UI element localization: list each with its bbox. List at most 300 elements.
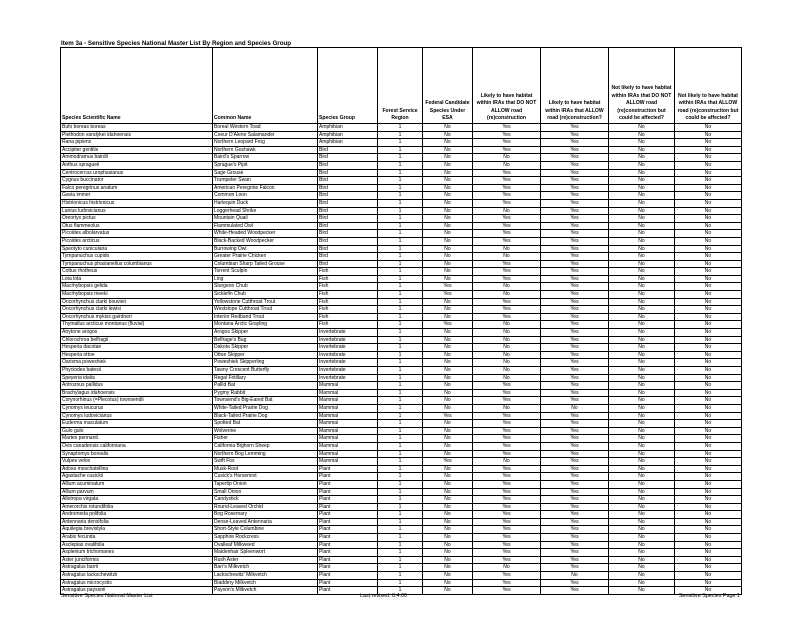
cell-not-likely-no-road: No [609, 222, 675, 230]
cell-not-likely-no-road: No [609, 572, 675, 580]
cell-not-likely-road: No [675, 275, 742, 283]
cell-esa-candidate: No [423, 275, 473, 283]
cell-common-name: Short-Style Columbine [213, 526, 318, 534]
cell-common-name: Ovalleaf Milkweed [213, 541, 318, 549]
table-row [61, 268, 742, 276]
cell-likely-road: Yes [541, 427, 609, 435]
cell-likely-no-road: No [473, 283, 541, 291]
cell-esa-candidate: No [423, 389, 473, 397]
cell-scientific-name: Macrhybopsis meeki [61, 291, 213, 299]
table-row [61, 572, 742, 580]
cell-scientific-name: Adoxa moschatellina [61, 465, 213, 473]
cell-region: 1 [378, 427, 423, 435]
table-row [61, 161, 742, 169]
cell-likely-road: Yes [541, 359, 609, 367]
cell-not-likely-no-road: No [609, 374, 675, 382]
cell-likely-road: Yes [541, 465, 609, 473]
cell-not-likely-road: No [675, 359, 742, 367]
cell-likely-no-road: Yes [473, 146, 541, 154]
cell-likely-road: Yes [541, 306, 609, 314]
cell-esa-candidate: No [423, 541, 473, 549]
cell-likely-road: Yes [541, 177, 609, 185]
cell-esa-candidate: No [423, 161, 473, 169]
cell-esa-candidate: No [423, 237, 473, 245]
cell-not-likely-road: No [675, 541, 742, 549]
cell-common-name: Ottoe Skipper [213, 351, 318, 359]
cell-not-likely-no-road: No [609, 184, 675, 192]
cell-region: 1 [378, 275, 423, 283]
table-row [61, 321, 742, 329]
cell-likely-road: Yes [541, 473, 609, 481]
cell-region: 1 [378, 503, 423, 511]
cell-esa-candidate: No [423, 199, 473, 207]
footer-right: Sensitive Species Page 1 [678, 593, 740, 599]
cell-not-likely-road: No [675, 306, 742, 314]
cell-species-group: Plant [318, 587, 378, 595]
cell-common-name: California Bighorn Sheep [213, 442, 318, 450]
cell-region: 1 [378, 488, 423, 496]
cell-common-name: Sicklefin Chub [213, 291, 318, 299]
cell-not-likely-road: No [675, 260, 742, 268]
col-header-not-likely-no-road: Not likely to have habitat within IRAs that DO NOT ALLOW road (re)construction but could be affected? [609, 48, 675, 124]
cell-region: 1 [378, 215, 423, 223]
table-row [61, 275, 742, 283]
cell-esa-candidate: No [423, 313, 473, 321]
cell-esa-candidate: Yes [423, 412, 473, 420]
cell-likely-no-road: No [473, 564, 541, 572]
cell-scientific-name: Oncorhynchus clarki bouvieri [61, 298, 213, 306]
cell-likely-no-road: No [473, 154, 541, 162]
cell-scientific-name: Gavia immer [61, 192, 213, 200]
cell-species-group: Invertebrate [318, 329, 378, 337]
cell-likely-road: Yes [541, 275, 609, 283]
table-row [61, 215, 742, 223]
cell-likely-no-road: Yes [473, 427, 541, 435]
cell-not-likely-no-road: No [609, 283, 675, 291]
cell-species-group: Fish [318, 321, 378, 329]
cell-not-likely-road: No [675, 526, 742, 534]
table-row [61, 139, 742, 147]
cell-region: 1 [378, 313, 423, 321]
table-row [61, 420, 742, 428]
cell-likely-road: Yes [541, 313, 609, 321]
cell-not-likely-no-road: No [609, 518, 675, 526]
cell-not-likely-road: No [675, 237, 742, 245]
cell-region: 1 [378, 192, 423, 200]
table-row [61, 222, 742, 230]
cell-likely-no-road: Yes [473, 420, 541, 428]
cell-species-group: Fish [318, 283, 378, 291]
footer-center: Last revised: 8.4.00 [360, 593, 408, 599]
cell-common-name: Westslope Cutthroat Trout [213, 306, 318, 314]
cell-scientific-name: Cynomys leucurus [61, 404, 213, 412]
cell-esa-candidate: No [423, 556, 473, 564]
cell-scientific-name: Picoides arcticus [61, 237, 213, 245]
table-row [61, 496, 742, 504]
cell-scientific-name: Macrhybopsis gelida [61, 283, 213, 291]
cell-likely-road: Yes [541, 207, 609, 215]
cell-species-group: Invertebrate [318, 344, 378, 352]
cell-not-likely-no-road: No [609, 367, 675, 375]
cell-not-likely-no-road: No [609, 230, 675, 238]
cell-common-name: Sturgeon Chub [213, 283, 318, 291]
cell-likely-road: Yes [541, 389, 609, 397]
table-row [61, 230, 742, 238]
cell-species-group: Bird [318, 154, 378, 162]
table-row [61, 458, 742, 466]
cell-region: 1 [378, 572, 423, 580]
cell-scientific-name: Astragalus barrii [61, 564, 213, 572]
cell-not-likely-road: No [675, 177, 742, 185]
cell-scientific-name: Accipiter gentilis [61, 146, 213, 154]
cell-not-likely-no-road: No [609, 382, 675, 390]
cell-common-name: Tapertip Onion [213, 480, 318, 488]
document-title: Item 3a - Sensitive Species National Master List By Region and Species Group [61, 40, 292, 47]
cell-likely-road: No [541, 404, 609, 412]
cell-region: 1 [378, 389, 423, 397]
table-row [61, 329, 742, 337]
cell-common-name: Arogos Skipper [213, 329, 318, 337]
cell-likely-no-road: Yes [473, 192, 541, 200]
cell-region: 1 [378, 397, 423, 405]
cell-likely-no-road: Yes [473, 222, 541, 230]
cell-esa-candidate: No [423, 374, 473, 382]
table-row [61, 260, 742, 268]
cell-not-likely-no-road: No [609, 473, 675, 481]
cell-species-group: Fish [318, 298, 378, 306]
table-row [61, 556, 742, 564]
cell-common-name: Yellowstone Cutthroat Trout [213, 298, 318, 306]
cell-species-group: Bird [318, 237, 378, 245]
cell-region: 1 [378, 564, 423, 572]
cell-esa-candidate: No [423, 344, 473, 352]
cell-not-likely-road: No [675, 344, 742, 352]
cell-not-likely-road: No [675, 230, 742, 238]
cell-likely-road: Yes [541, 260, 609, 268]
cell-likely-road: Yes [541, 564, 609, 572]
cell-esa-candidate: No [423, 579, 473, 587]
cell-species-group: Invertebrate [318, 359, 378, 367]
cell-not-likely-road: No [675, 564, 742, 572]
cell-likely-road: No [541, 572, 609, 580]
cell-likely-road: Yes [541, 511, 609, 519]
cell-region: 1 [378, 184, 423, 192]
cell-not-likely-no-road: No [609, 427, 675, 435]
cell-not-likely-road: No [675, 420, 742, 428]
cell-species-group: Amphibian [318, 131, 378, 139]
cell-not-likely-no-road: No [609, 420, 675, 428]
cell-likely-road: Yes [541, 556, 609, 564]
cell-scientific-name: Asclepias ovalifolia [61, 541, 213, 549]
cell-esa-candidate: No [423, 139, 473, 147]
cell-common-name: Fisher [213, 435, 318, 443]
cell-likely-no-road: Yes [473, 230, 541, 238]
cell-not-likely-road: No [675, 450, 742, 458]
cell-not-likely-road: No [675, 367, 742, 375]
cell-likely-no-road: No [473, 321, 541, 329]
cell-not-likely-road: No [675, 572, 742, 580]
cell-species-group: Bird [318, 199, 378, 207]
cell-scientific-name: Allium acuminatum [61, 480, 213, 488]
cell-not-likely-no-road: No [609, 344, 675, 352]
cell-species-group: Bird [318, 169, 378, 177]
cell-common-name: Wolverine [213, 427, 318, 435]
cell-esa-candidate: Yes [423, 291, 473, 299]
table-row [61, 124, 742, 132]
cell-esa-candidate: No [423, 587, 473, 595]
cell-not-likely-no-road: No [609, 215, 675, 223]
cell-esa-candidate: No [423, 420, 473, 428]
cell-not-likely-road: No [675, 291, 742, 299]
cell-likely-road: Yes [541, 579, 609, 587]
cell-likely-no-road: Yes [473, 131, 541, 139]
cell-not-likely-road: No [675, 397, 742, 405]
cell-common-name: Trumpeter Swan [213, 177, 318, 185]
col-header-species-group: Species Group [318, 48, 378, 124]
cell-not-likely-road: No [675, 321, 742, 329]
cell-not-likely-road: No [675, 184, 742, 192]
cell-region: 1 [378, 329, 423, 337]
cell-not-likely-road: No [675, 579, 742, 587]
cell-not-likely-road: No [675, 473, 742, 481]
cell-species-group: Fish [318, 313, 378, 321]
table-row [61, 465, 742, 473]
cell-likely-no-road: No [473, 344, 541, 352]
cell-esa-candidate: No [423, 367, 473, 375]
cell-not-likely-no-road: No [609, 587, 675, 595]
table-row [61, 382, 742, 390]
col-header-scientific-name: Species Scientific Name [61, 48, 213, 124]
cell-esa-candidate: No [423, 518, 473, 526]
cell-common-name: White-Headed Woodpecker [213, 230, 318, 238]
cell-scientific-name: Bufo boreas boreas [61, 124, 213, 132]
cell-likely-road: Yes [541, 268, 609, 276]
cell-not-likely-road: No [675, 124, 742, 132]
cell-region: 1 [378, 169, 423, 177]
cell-species-group: Plant [318, 496, 378, 504]
cell-likely-no-road: Yes [473, 139, 541, 147]
cell-not-likely-no-road: No [609, 275, 675, 283]
cell-likely-road: Yes [541, 587, 609, 595]
cell-scientific-name: Astragalus lackschewitzii [61, 572, 213, 580]
cell-scientific-name: Plethodon vandykei idahoensis [61, 131, 213, 139]
cell-likely-no-road: Yes [473, 541, 541, 549]
cell-common-name: Northern Goshawk [213, 146, 318, 154]
cell-region: 1 [378, 465, 423, 473]
cell-esa-candidate: No [423, 215, 473, 223]
cell-scientific-name: Cynomys ludovicianus [61, 412, 213, 420]
cell-not-likely-no-road: No [609, 579, 675, 587]
cell-common-name: Sage Grouse [213, 169, 318, 177]
cell-common-name: Common Loon [213, 192, 318, 200]
cell-common-name: Sapphire Rockcress [213, 534, 318, 542]
cell-likely-no-road: Yes [473, 496, 541, 504]
table-row [61, 511, 742, 519]
cell-likely-no-road: Yes [473, 260, 541, 268]
cell-species-group: Mammal [318, 404, 378, 412]
cell-likely-road: Yes [541, 329, 609, 337]
cell-not-likely-no-road: No [609, 534, 675, 542]
cell-species-group: Plant [318, 549, 378, 557]
table-row [61, 146, 742, 154]
cell-region: 1 [378, 473, 423, 481]
cell-species-group: Bird [318, 215, 378, 223]
cell-likely-no-road: Yes [473, 313, 541, 321]
table-row [61, 154, 742, 162]
cell-esa-candidate: No [423, 473, 473, 481]
cell-region: 1 [378, 260, 423, 268]
cell-region: 1 [378, 496, 423, 504]
cell-not-likely-no-road: No [609, 329, 675, 337]
cell-species-group: Bird [318, 253, 378, 261]
cell-scientific-name: Tympanuchus phasianellus columbianus [61, 260, 213, 268]
cell-likely-no-road: Yes [473, 572, 541, 580]
cell-likely-road: Yes [541, 169, 609, 177]
cell-common-name: Black-Backed Woodpecker [213, 237, 318, 245]
cell-scientific-name: Allium parvum [61, 488, 213, 496]
cell-not-likely-no-road: No [609, 192, 675, 200]
table-row [61, 199, 742, 207]
cell-species-group: Fish [318, 306, 378, 314]
cell-likely-no-road: Yes [473, 268, 541, 276]
cell-not-likely-no-road: No [609, 442, 675, 450]
cell-esa-candidate: No [423, 564, 473, 572]
cell-likely-no-road: Yes [473, 556, 541, 564]
cell-region: 1 [378, 450, 423, 458]
table-row [61, 351, 742, 359]
cell-likely-road: Yes [541, 344, 609, 352]
cell-likely-road: Yes [541, 291, 609, 299]
cell-scientific-name: Speotyto cunicularia [61, 245, 213, 253]
cell-not-likely-road: No [675, 534, 742, 542]
cell-scientific-name: Oncorhynchus mykiss gairdneri [61, 313, 213, 321]
cell-region: 1 [378, 549, 423, 557]
cell-likely-no-road: No [473, 458, 541, 466]
table-row [61, 534, 742, 542]
cell-common-name: Interior Redband Trout [213, 313, 318, 321]
cell-likely-no-road: No [473, 359, 541, 367]
table-row [61, 488, 742, 496]
table-row [61, 237, 742, 245]
cell-scientific-name: Picoides albolarvatus [61, 230, 213, 238]
cell-scientific-name: Atrytone arogos [61, 329, 213, 337]
table-row [61, 480, 742, 488]
cell-species-group: Invertebrate [318, 374, 378, 382]
cell-common-name: Northern Leopard Frog [213, 139, 318, 147]
cell-species-group: Mammal [318, 412, 378, 420]
cell-esa-candidate: No [423, 503, 473, 511]
table-row [61, 473, 742, 481]
cell-scientific-name: Tympanuchus cupido [61, 253, 213, 261]
cell-scientific-name: Ovis canadensis californiana [61, 442, 213, 450]
cell-scientific-name: Ammodramus bairdii [61, 154, 213, 162]
cell-region: 1 [378, 420, 423, 428]
cell-likely-no-road: No [473, 291, 541, 299]
cell-likely-road: Yes [541, 184, 609, 192]
cell-not-likely-no-road: No [609, 169, 675, 177]
cell-scientific-name: Astragalus microcystis [61, 579, 213, 587]
cell-region: 1 [378, 321, 423, 329]
table-row [61, 541, 742, 549]
cell-scientific-name: Otus flammeolus [61, 222, 213, 230]
cell-region: 1 [378, 298, 423, 306]
cell-region: 1 [378, 344, 423, 352]
cell-likely-road: Yes [541, 124, 609, 132]
cell-likely-road: Yes [541, 518, 609, 526]
cell-likely-road: Yes [541, 161, 609, 169]
cell-region: 1 [378, 253, 423, 261]
cell-not-likely-no-road: No [609, 435, 675, 443]
cell-esa-candidate: No [423, 253, 473, 261]
cell-species-group: Amphibian [318, 139, 378, 147]
cell-region: 1 [378, 511, 423, 519]
cell-scientific-name: Phyciodes batesii [61, 367, 213, 375]
table-row [61, 450, 742, 458]
cell-not-likely-road: No [675, 587, 742, 595]
table-row [61, 291, 742, 299]
cell-not-likely-no-road: No [609, 146, 675, 154]
cell-likely-no-road: Yes [473, 442, 541, 450]
cell-esa-candidate: No [423, 496, 473, 504]
cell-species-group: Plant [318, 556, 378, 564]
cell-likely-road: Yes [541, 215, 609, 223]
cell-region: 1 [378, 556, 423, 564]
cell-common-name: Rush Aster [213, 556, 318, 564]
cell-common-name: Poweshiek Skipperling [213, 359, 318, 367]
cell-likely-road: Yes [541, 488, 609, 496]
cell-not-likely-no-road: No [609, 450, 675, 458]
cell-common-name: Tawny Crescent Butterfly [213, 367, 318, 375]
cell-likely-road: Yes [541, 283, 609, 291]
cell-likely-no-road: Yes [473, 549, 541, 557]
cell-likely-no-road: No [473, 336, 541, 344]
cell-common-name: Baird's Sparrow [213, 154, 318, 162]
cell-not-likely-road: No [675, 496, 742, 504]
cell-not-likely-road: No [675, 480, 742, 488]
cell-common-name: Small Onion [213, 488, 318, 496]
cell-not-likely-no-road: No [609, 389, 675, 397]
cell-likely-no-road: Yes [473, 184, 541, 192]
cell-species-group: Fish [318, 268, 378, 276]
table-row [61, 526, 742, 534]
cell-common-name: Greater Prairie Chicken [213, 253, 318, 261]
cell-not-likely-no-road: No [609, 313, 675, 321]
cell-scientific-name: Hesperia dacotae [61, 344, 213, 352]
cell-not-likely-no-road: No [609, 458, 675, 466]
cell-scientific-name: Brachylagus idahoensis [61, 389, 213, 397]
cell-esa-candidate: No [423, 260, 473, 268]
cell-not-likely-road: No [675, 427, 742, 435]
cell-species-group: Invertebrate [318, 367, 378, 375]
cell-likely-road: Yes [541, 245, 609, 253]
cell-not-likely-road: No [675, 146, 742, 154]
cell-region: 1 [378, 359, 423, 367]
table-row [61, 177, 742, 185]
cell-likely-no-road: Yes [473, 503, 541, 511]
cell-common-name: Pallid Bat [213, 382, 318, 390]
cell-esa-candidate: No [423, 124, 473, 132]
cell-region: 1 [378, 146, 423, 154]
cell-likely-road: Yes [541, 367, 609, 375]
cell-species-group: Mammal [318, 450, 378, 458]
table-row [61, 283, 742, 291]
cell-common-name: Torrent Sculpin [213, 268, 318, 276]
cell-region: 1 [378, 139, 423, 147]
cell-likely-no-road: Yes [473, 124, 541, 132]
cell-likely-no-road: Yes [473, 526, 541, 534]
cell-not-likely-no-road: No [609, 306, 675, 314]
cell-likely-no-road: No [473, 329, 541, 337]
